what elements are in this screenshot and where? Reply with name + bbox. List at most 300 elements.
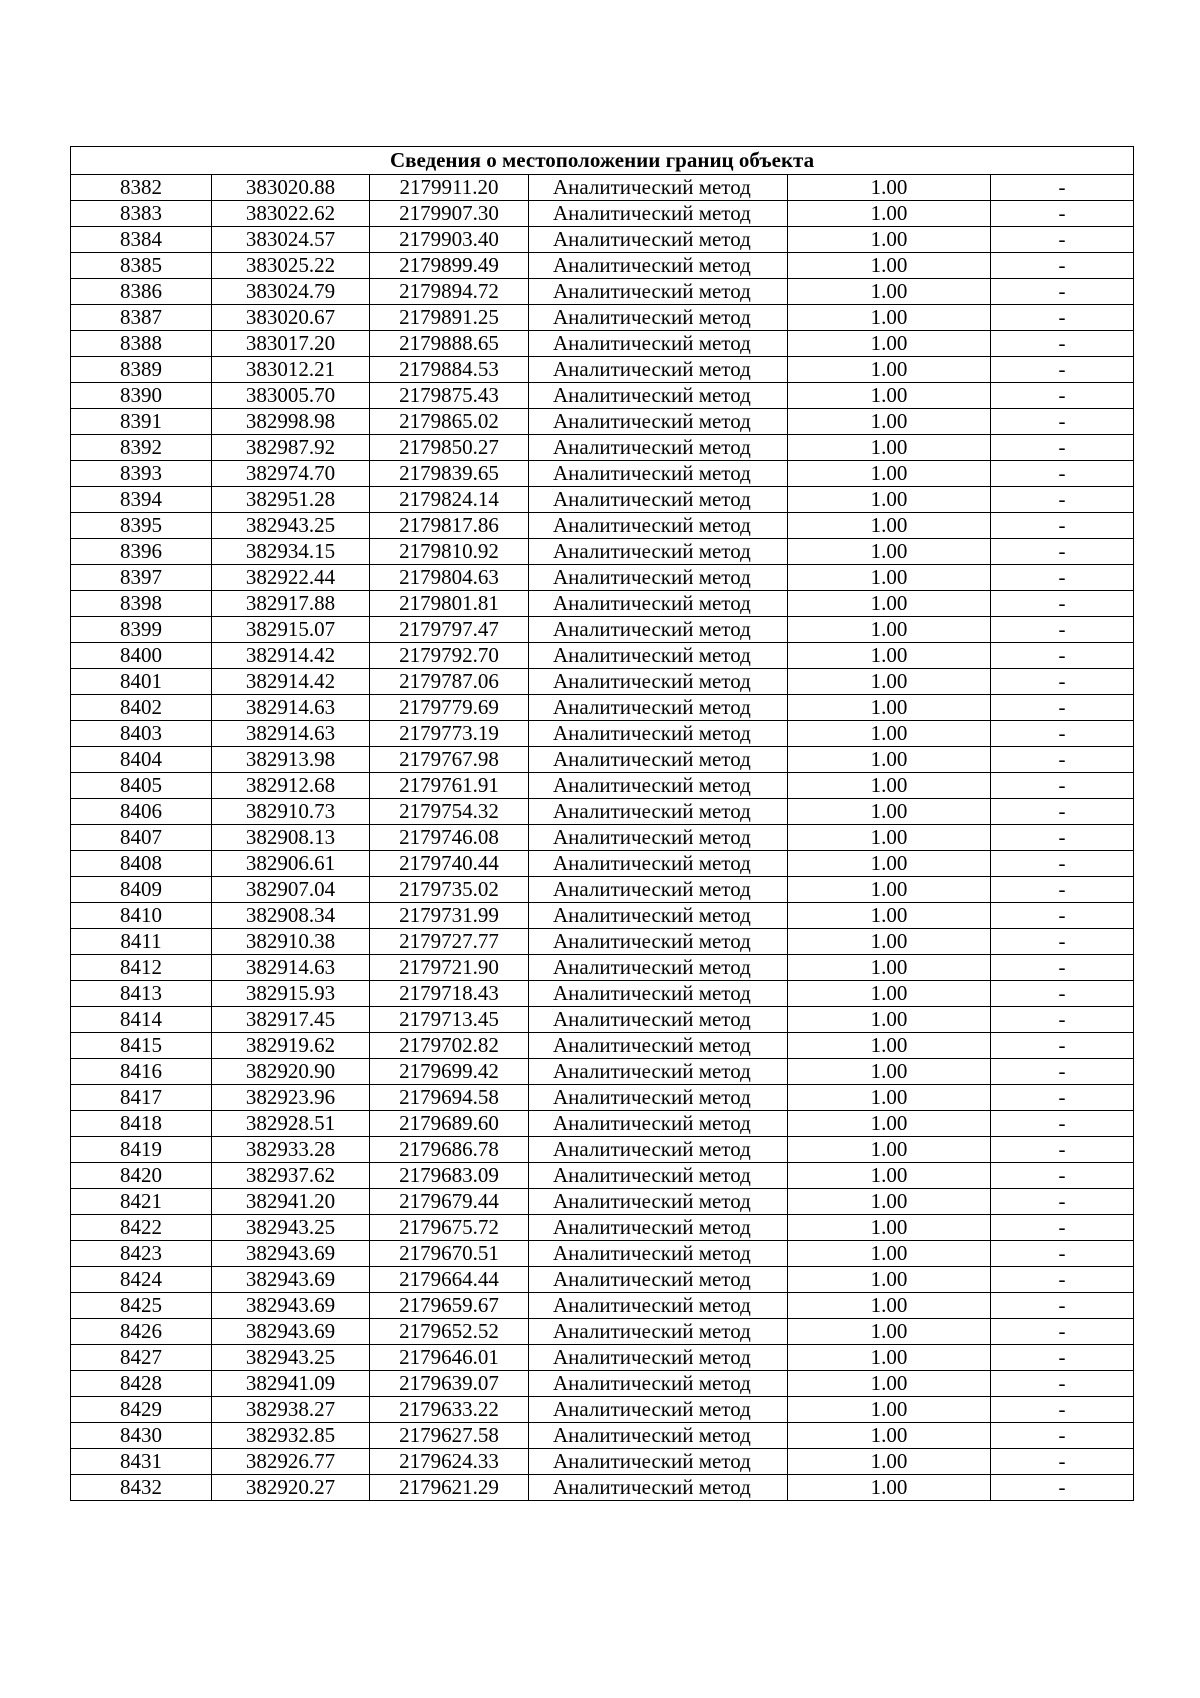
table-body <box>71 175 1134 1501</box>
accuracy-cell: 1.00 <box>788 1293 991 1319</box>
y-coordinate-cell: 2179850.27 <box>370 435 529 461</box>
point-number-cell: 8393 <box>71 461 212 487</box>
table-row <box>71 695 1134 721</box>
x-coordinate-cell: 382943.69 <box>212 1241 370 1267</box>
method-cell: Аналитический метод <box>529 487 788 513</box>
description-cell: - <box>991 1267 1134 1293</box>
method-cell: Аналитический метод <box>529 383 788 409</box>
table-row <box>71 1189 1134 1215</box>
table-row <box>71 617 1134 643</box>
x-coordinate-cell: 383024.79 <box>212 279 370 305</box>
x-coordinate-cell: 383020.88 <box>212 175 370 201</box>
x-coordinate-cell: 382915.07 <box>212 617 370 643</box>
method-cell: Аналитический метод <box>529 643 788 669</box>
method-cell: Аналитический метод <box>529 331 788 357</box>
method-cell: Аналитический метод <box>529 617 788 643</box>
accuracy-cell: 1.00 <box>788 1189 991 1215</box>
point-number-cell: 8399 <box>71 617 212 643</box>
point-number-cell: 8426 <box>71 1319 212 1345</box>
y-coordinate-cell: 2179894.72 <box>370 279 529 305</box>
y-coordinate-cell: 2179646.01 <box>370 1345 529 1371</box>
table-row <box>71 513 1134 539</box>
point-number-cell: 8402 <box>71 695 212 721</box>
point-number-cell: 8427 <box>71 1345 212 1371</box>
description-cell: - <box>991 1007 1134 1033</box>
accuracy-cell: 1.00 <box>788 1475 991 1501</box>
description-cell: - <box>991 1085 1134 1111</box>
table-row <box>71 877 1134 903</box>
point-number-cell: 8397 <box>71 565 212 591</box>
y-coordinate-cell: 2179731.99 <box>370 903 529 929</box>
accuracy-cell: 1.00 <box>788 695 991 721</box>
description-cell: - <box>991 1449 1134 1475</box>
accuracy-cell: 1.00 <box>788 981 991 1007</box>
x-coordinate-cell: 382912.68 <box>212 773 370 799</box>
y-coordinate-cell: 2179621.29 <box>370 1475 529 1501</box>
accuracy-cell: 1.00 <box>788 1111 991 1137</box>
accuracy-cell: 1.00 <box>788 1163 991 1189</box>
y-coordinate-cell: 2179639.07 <box>370 1371 529 1397</box>
method-cell: Аналитический метод <box>529 591 788 617</box>
point-number-cell: 8392 <box>71 435 212 461</box>
x-coordinate-cell: 382938.27 <box>212 1397 370 1423</box>
x-coordinate-cell: 382974.70 <box>212 461 370 487</box>
point-number-cell: 8420 <box>71 1163 212 1189</box>
description-cell: - <box>991 565 1134 591</box>
method-cell: Аналитический метод <box>529 1267 788 1293</box>
point-number-cell: 8401 <box>71 669 212 695</box>
point-number-cell: 8406 <box>71 799 212 825</box>
description-cell: - <box>991 747 1134 773</box>
x-coordinate-cell: 382913.98 <box>212 747 370 773</box>
accuracy-cell: 1.00 <box>788 643 991 669</box>
description-cell: - <box>991 461 1134 487</box>
method-cell: Аналитический метод <box>529 721 788 747</box>
y-coordinate-cell: 2179907.30 <box>370 201 529 227</box>
accuracy-cell: 1.00 <box>788 1345 991 1371</box>
description-cell: - <box>991 227 1134 253</box>
point-number-cell: 8430 <box>71 1423 212 1449</box>
x-coordinate-cell: 382926.77 <box>212 1449 370 1475</box>
accuracy-cell: 1.00 <box>788 1319 991 1345</box>
accuracy-cell: 1.00 <box>788 1397 991 1423</box>
table-row <box>71 1475 1134 1501</box>
description-cell: - <box>991 1163 1134 1189</box>
accuracy-cell: 1.00 <box>788 1423 991 1449</box>
method-cell: Аналитический метод <box>529 1371 788 1397</box>
table-row <box>71 981 1134 1007</box>
accuracy-cell: 1.00 <box>788 1215 991 1241</box>
x-coordinate-cell: 382943.69 <box>212 1319 370 1345</box>
method-cell: Аналитический метод <box>529 1319 788 1345</box>
method-cell: Аналитический метод <box>529 409 788 435</box>
accuracy-cell: 1.00 <box>788 227 991 253</box>
y-coordinate-cell: 2179679.44 <box>370 1189 529 1215</box>
table-row <box>71 539 1134 565</box>
description-cell: - <box>991 1319 1134 1345</box>
y-coordinate-cell: 2179761.91 <box>370 773 529 799</box>
accuracy-cell: 1.00 <box>788 1007 991 1033</box>
point-number-cell: 8386 <box>71 279 212 305</box>
table-row <box>71 825 1134 851</box>
x-coordinate-cell: 382943.25 <box>212 1215 370 1241</box>
table-row <box>71 1267 1134 1293</box>
y-coordinate-cell: 2179801.81 <box>370 591 529 617</box>
table-row <box>71 383 1134 409</box>
y-coordinate-cell: 2179773.19 <box>370 721 529 747</box>
description-cell: - <box>991 1215 1134 1241</box>
y-coordinate-cell: 2179911.20 <box>370 175 529 201</box>
method-cell: Аналитический метод <box>529 799 788 825</box>
table-row <box>71 591 1134 617</box>
point-number-cell: 8400 <box>71 643 212 669</box>
accuracy-cell: 1.00 <box>788 383 991 409</box>
x-coordinate-cell: 382943.69 <box>212 1293 370 1319</box>
point-number-cell: 8421 <box>71 1189 212 1215</box>
table-row <box>71 1345 1134 1371</box>
table-row <box>71 721 1134 747</box>
y-coordinate-cell: 2179899.49 <box>370 253 529 279</box>
accuracy-cell: 1.00 <box>788 201 991 227</box>
y-coordinate-cell: 2179746.08 <box>370 825 529 851</box>
description-cell: - <box>991 929 1134 955</box>
table-title-row <box>71 147 1134 175</box>
y-coordinate-cell: 2179675.72 <box>370 1215 529 1241</box>
y-coordinate-cell: 2179824.14 <box>370 487 529 513</box>
method-cell: Аналитический метод <box>529 1293 788 1319</box>
method-cell: Аналитический метод <box>529 1423 788 1449</box>
table-row <box>71 1111 1134 1137</box>
table-row <box>71 1085 1134 1111</box>
point-number-cell: 8414 <box>71 1007 212 1033</box>
point-number-cell: 8417 <box>71 1085 212 1111</box>
point-number-cell: 8408 <box>71 851 212 877</box>
y-coordinate-cell: 2179735.02 <box>370 877 529 903</box>
method-cell: Аналитический метод <box>529 461 788 487</box>
point-number-cell: 8382 <box>71 175 212 201</box>
description-cell: - <box>991 1293 1134 1319</box>
y-coordinate-cell: 2179817.86 <box>370 513 529 539</box>
method-cell: Аналитический метод <box>529 1111 788 1137</box>
description-cell: - <box>991 695 1134 721</box>
y-coordinate-cell: 2179624.33 <box>370 1449 529 1475</box>
y-coordinate-cell: 2179740.44 <box>370 851 529 877</box>
y-coordinate-cell: 2179633.22 <box>370 1397 529 1423</box>
x-coordinate-cell: 382910.38 <box>212 929 370 955</box>
table-row <box>71 1293 1134 1319</box>
y-coordinate-cell: 2179694.58 <box>370 1085 529 1111</box>
x-coordinate-cell: 382914.63 <box>212 955 370 981</box>
description-cell: - <box>991 773 1134 799</box>
y-coordinate-cell: 2179721.90 <box>370 955 529 981</box>
point-number-cell: 8384 <box>71 227 212 253</box>
x-coordinate-cell: 382908.34 <box>212 903 370 929</box>
y-coordinate-cell: 2179810.92 <box>370 539 529 565</box>
method-cell: Аналитический метод <box>529 435 788 461</box>
accuracy-cell: 1.00 <box>788 955 991 981</box>
x-coordinate-cell: 382914.42 <box>212 669 370 695</box>
table-row <box>71 1007 1134 1033</box>
x-coordinate-cell: 382941.09 <box>212 1371 370 1397</box>
method-cell: Аналитический метод <box>529 773 788 799</box>
table-title: Сведения о местоположении границ объекта <box>71 147 1134 175</box>
x-coordinate-cell: 383017.20 <box>212 331 370 357</box>
point-number-cell: 8431 <box>71 1449 212 1475</box>
accuracy-cell: 1.00 <box>788 565 991 591</box>
point-number-cell: 8396 <box>71 539 212 565</box>
point-number-cell: 8383 <box>71 201 212 227</box>
table-row <box>71 279 1134 305</box>
method-cell: Аналитический метод <box>529 1449 788 1475</box>
method-cell: Аналитический метод <box>529 565 788 591</box>
x-coordinate-cell: 382907.04 <box>212 877 370 903</box>
y-coordinate-cell: 2179652.52 <box>370 1319 529 1345</box>
y-coordinate-cell: 2179727.77 <box>370 929 529 955</box>
table-row <box>71 461 1134 487</box>
table-row <box>71 201 1134 227</box>
y-coordinate-cell: 2179839.65 <box>370 461 529 487</box>
table-row <box>71 487 1134 513</box>
x-coordinate-cell: 383005.70 <box>212 383 370 409</box>
accuracy-cell: 1.00 <box>788 617 991 643</box>
point-number-cell: 8424 <box>71 1267 212 1293</box>
y-coordinate-cell: 2179787.06 <box>370 669 529 695</box>
boundary-coordinates-table <box>70 146 1134 1501</box>
x-coordinate-cell: 382934.15 <box>212 539 370 565</box>
method-cell: Аналитический метод <box>529 1215 788 1241</box>
accuracy-cell: 1.00 <box>788 903 991 929</box>
table-row <box>71 669 1134 695</box>
y-coordinate-cell: 2179875.43 <box>370 383 529 409</box>
description-cell: - <box>991 851 1134 877</box>
point-number-cell: 8395 <box>71 513 212 539</box>
description-cell: - <box>991 1137 1134 1163</box>
description-cell: - <box>991 513 1134 539</box>
x-coordinate-cell: 382932.85 <box>212 1423 370 1449</box>
x-coordinate-cell: 382941.20 <box>212 1189 370 1215</box>
x-coordinate-cell: 382917.88 <box>212 591 370 617</box>
y-coordinate-cell: 2179718.43 <box>370 981 529 1007</box>
x-coordinate-cell: 382923.96 <box>212 1085 370 1111</box>
point-number-cell: 8405 <box>71 773 212 799</box>
method-cell: Аналитический метод <box>529 1033 788 1059</box>
x-coordinate-cell: 382908.13 <box>212 825 370 851</box>
method-cell: Аналитический метод <box>529 877 788 903</box>
point-number-cell: 8432 <box>71 1475 212 1501</box>
accuracy-cell: 1.00 <box>788 1137 991 1163</box>
x-coordinate-cell: 383024.57 <box>212 227 370 253</box>
method-cell: Аналитический метод <box>529 851 788 877</box>
x-coordinate-cell: 382998.98 <box>212 409 370 435</box>
table-row <box>71 253 1134 279</box>
x-coordinate-cell: 382910.73 <box>212 799 370 825</box>
table-row <box>71 409 1134 435</box>
description-cell: - <box>991 877 1134 903</box>
accuracy-cell: 1.00 <box>788 1449 991 1475</box>
description-cell: - <box>991 799 1134 825</box>
point-number-cell: 8422 <box>71 1215 212 1241</box>
description-cell: - <box>991 175 1134 201</box>
table-row <box>71 1241 1134 1267</box>
table-row <box>71 1397 1134 1423</box>
accuracy-cell: 1.00 <box>788 279 991 305</box>
table-row <box>71 1137 1134 1163</box>
accuracy-cell: 1.00 <box>788 253 991 279</box>
table-row <box>71 1033 1134 1059</box>
description-cell: - <box>991 1423 1134 1449</box>
description-cell: - <box>991 435 1134 461</box>
y-coordinate-cell: 2179792.70 <box>370 643 529 669</box>
method-cell: Аналитический метод <box>529 279 788 305</box>
description-cell: - <box>991 1345 1134 1371</box>
y-coordinate-cell: 2179865.02 <box>370 409 529 435</box>
y-coordinate-cell: 2179903.40 <box>370 227 529 253</box>
x-coordinate-cell: 382943.69 <box>212 1267 370 1293</box>
table-row <box>71 331 1134 357</box>
table-row <box>71 929 1134 955</box>
description-cell: - <box>991 1059 1134 1085</box>
table-row <box>71 747 1134 773</box>
method-cell: Аналитический метод <box>529 981 788 1007</box>
point-number-cell: 8387 <box>71 305 212 331</box>
y-coordinate-cell: 2179627.58 <box>370 1423 529 1449</box>
x-coordinate-cell: 382928.51 <box>212 1111 370 1137</box>
description-cell: - <box>991 201 1134 227</box>
x-coordinate-cell: 382920.90 <box>212 1059 370 1085</box>
accuracy-cell: 1.00 <box>788 1085 991 1111</box>
y-coordinate-cell: 2179702.82 <box>370 1033 529 1059</box>
point-number-cell: 8429 <box>71 1397 212 1423</box>
method-cell: Аналитический метод <box>529 539 788 565</box>
point-number-cell: 8416 <box>71 1059 212 1085</box>
x-coordinate-cell: 383025.22 <box>212 253 370 279</box>
description-cell: - <box>991 617 1134 643</box>
point-number-cell: 8411 <box>71 929 212 955</box>
description-cell: - <box>991 1241 1134 1267</box>
table-row <box>71 227 1134 253</box>
y-coordinate-cell: 2179689.60 <box>370 1111 529 1137</box>
method-cell: Аналитический метод <box>529 1345 788 1371</box>
x-coordinate-cell: 382937.62 <box>212 1163 370 1189</box>
y-coordinate-cell: 2179686.78 <box>370 1137 529 1163</box>
point-number-cell: 8389 <box>71 357 212 383</box>
accuracy-cell: 1.00 <box>788 877 991 903</box>
table-row <box>71 435 1134 461</box>
method-cell: Аналитический метод <box>529 175 788 201</box>
y-coordinate-cell: 2179779.69 <box>370 695 529 721</box>
table-row <box>71 1371 1134 1397</box>
point-number-cell: 8419 <box>71 1137 212 1163</box>
table-row <box>71 1163 1134 1189</box>
accuracy-cell: 1.00 <box>788 435 991 461</box>
document-page <box>70 146 1133 1501</box>
method-cell: Аналитический метод <box>529 1059 788 1085</box>
description-cell: - <box>991 981 1134 1007</box>
accuracy-cell: 1.00 <box>788 669 991 695</box>
description-cell: - <box>991 253 1134 279</box>
method-cell: Аналитический метод <box>529 825 788 851</box>
point-number-cell: 8418 <box>71 1111 212 1137</box>
accuracy-cell: 1.00 <box>788 539 991 565</box>
description-cell: - <box>991 903 1134 929</box>
method-cell: Аналитический метод <box>529 903 788 929</box>
description-cell: - <box>991 1371 1134 1397</box>
accuracy-cell: 1.00 <box>788 929 991 955</box>
x-coordinate-cell: 382914.63 <box>212 695 370 721</box>
accuracy-cell: 1.00 <box>788 331 991 357</box>
accuracy-cell: 1.00 <box>788 1267 991 1293</box>
accuracy-cell: 1.00 <box>788 487 991 513</box>
x-coordinate-cell: 383020.67 <box>212 305 370 331</box>
table-row <box>71 643 1134 669</box>
table-row <box>71 175 1134 201</box>
y-coordinate-cell: 2179891.25 <box>370 305 529 331</box>
accuracy-cell: 1.00 <box>788 461 991 487</box>
x-coordinate-cell: 382951.28 <box>212 487 370 513</box>
x-coordinate-cell: 383012.21 <box>212 357 370 383</box>
point-number-cell: 8415 <box>71 1033 212 1059</box>
point-number-cell: 8404 <box>71 747 212 773</box>
x-coordinate-cell: 382943.25 <box>212 513 370 539</box>
method-cell: Аналитический метод <box>529 227 788 253</box>
table-row <box>71 1319 1134 1345</box>
accuracy-cell: 1.00 <box>788 305 991 331</box>
table-row <box>71 1449 1134 1475</box>
method-cell: Аналитический метод <box>529 955 788 981</box>
y-coordinate-cell: 2179767.98 <box>370 747 529 773</box>
method-cell: Аналитический метод <box>529 201 788 227</box>
y-coordinate-cell: 2179664.44 <box>370 1267 529 1293</box>
y-coordinate-cell: 2179884.53 <box>370 357 529 383</box>
y-coordinate-cell: 2179797.47 <box>370 617 529 643</box>
point-number-cell: 8428 <box>71 1371 212 1397</box>
point-number-cell: 8403 <box>71 721 212 747</box>
accuracy-cell: 1.00 <box>788 1371 991 1397</box>
x-coordinate-cell: 382915.93 <box>212 981 370 1007</box>
table-row <box>71 773 1134 799</box>
point-number-cell: 8412 <box>71 955 212 981</box>
x-coordinate-cell: 382943.25 <box>212 1345 370 1371</box>
accuracy-cell: 1.00 <box>788 1059 991 1085</box>
description-cell: - <box>991 591 1134 617</box>
y-coordinate-cell: 2179754.32 <box>370 799 529 825</box>
method-cell: Аналитический метод <box>529 305 788 331</box>
accuracy-cell: 1.00 <box>788 825 991 851</box>
description-cell: - <box>991 1189 1134 1215</box>
x-coordinate-cell: 382906.61 <box>212 851 370 877</box>
method-cell: Аналитический метод <box>529 1085 788 1111</box>
description-cell: - <box>991 305 1134 331</box>
accuracy-cell: 1.00 <box>788 175 991 201</box>
y-coordinate-cell: 2179699.42 <box>370 1059 529 1085</box>
description-cell: - <box>991 383 1134 409</box>
y-coordinate-cell: 2179670.51 <box>370 1241 529 1267</box>
point-number-cell: 8410 <box>71 903 212 929</box>
accuracy-cell: 1.00 <box>788 773 991 799</box>
method-cell: Аналитический метод <box>529 1137 788 1163</box>
method-cell: Аналитический метод <box>529 695 788 721</box>
y-coordinate-cell: 2179888.65 <box>370 331 529 357</box>
x-coordinate-cell: 382933.28 <box>212 1137 370 1163</box>
point-number-cell: 8425 <box>71 1293 212 1319</box>
method-cell: Аналитический метод <box>529 1189 788 1215</box>
method-cell: Аналитический метод <box>529 669 788 695</box>
table-row <box>71 1423 1134 1449</box>
point-number-cell: 8394 <box>71 487 212 513</box>
table-row <box>71 305 1134 331</box>
method-cell: Аналитический метод <box>529 513 788 539</box>
x-coordinate-cell: 382987.92 <box>212 435 370 461</box>
